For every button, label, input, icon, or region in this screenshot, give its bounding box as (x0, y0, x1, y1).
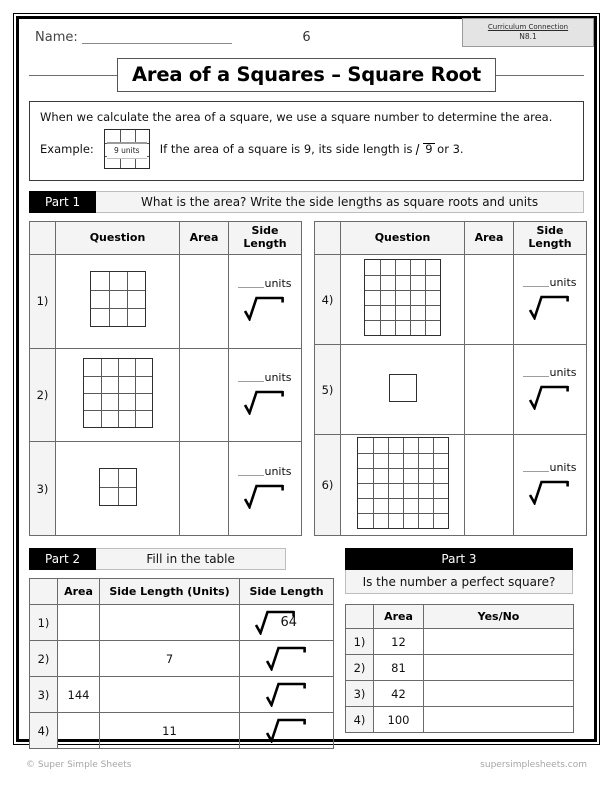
side-length-blank-line[interactable] (231, 277, 299, 290)
side-length-radical-cell[interactable] (240, 713, 334, 749)
question-figure-cell (341, 345, 465, 435)
row-index: 5) (315, 345, 341, 435)
question-figure-cell (56, 442, 180, 536)
area-value-cell: 100 (374, 707, 424, 733)
area-answer-cell[interactable] (180, 348, 229, 442)
side-length-answer-cell[interactable] (229, 442, 302, 536)
part3-body (346, 629, 574, 733)
table-row (30, 255, 302, 349)
table-row (30, 713, 334, 749)
square-grid-figure (99, 468, 137, 506)
part3-section (345, 538, 573, 733)
row-index: 1) (346, 629, 374, 655)
area-value-cell: 81 (374, 655, 424, 681)
square-root-icon (527, 292, 573, 320)
square-grid-figure (357, 437, 449, 529)
part1-tables (29, 221, 584, 536)
side-length-radical-cell[interactable] (240, 641, 334, 677)
table-row (346, 707, 574, 733)
side-length-blank-line[interactable] (516, 461, 584, 474)
side-length-answer-cell[interactable] (514, 255, 587, 345)
yes-no-answer-cell[interactable] (424, 681, 574, 707)
table-row (30, 348, 302, 442)
part1-description: What is the area? Write the side lengths as square roots and units (96, 191, 584, 213)
part2-body (30, 605, 334, 749)
part2-table (29, 578, 334, 749)
part1-table-left (29, 221, 302, 536)
row-index: 3) (30, 677, 58, 713)
example-sentence-after: or 3. (437, 142, 464, 156)
example-radicand: 9 (425, 142, 433, 156)
table-row (30, 442, 302, 536)
units-label: units (264, 464, 292, 478)
part2-description: Fill in the table (96, 548, 286, 570)
name-write-line[interactable] (82, 30, 232, 44)
answer-blank[interactable] (238, 277, 264, 288)
example-intro-text: When we calculate the area of a square, we use a square number to determine the area. (40, 110, 553, 124)
example-grid-figure (104, 129, 150, 169)
part1-right-body (315, 255, 587, 536)
row-index: 2) (30, 641, 58, 677)
answer-blank[interactable] (523, 461, 549, 472)
page-number: 6 (302, 29, 311, 45)
example-sentence-before: If the area of a square is 9, its side length is (159, 142, 413, 156)
row-index: 3) (346, 681, 374, 707)
square-root-symbol[interactable] (242, 293, 288, 321)
answer-blank[interactable] (238, 371, 264, 382)
answer-blank[interactable] (523, 366, 549, 377)
side-length-radical-cell[interactable] (240, 677, 334, 713)
square-root-symbol[interactable] (527, 292, 573, 320)
col-header-side-length: Side Length (229, 222, 302, 255)
col-header-index (30, 579, 58, 605)
question-figure-cell (341, 435, 465, 536)
question-figure-cell (56, 255, 180, 349)
side-length-answer-cell[interactable] (514, 345, 587, 435)
page-title-area (29, 55, 584, 95)
square-root-icon (264, 643, 310, 671)
col-header-area: Area (374, 605, 424, 629)
worksheet-header (29, 19, 584, 55)
col-header-question: Question (56, 222, 180, 255)
table-header-row (30, 222, 302, 255)
square-root-icon (527, 477, 573, 505)
square-root-icon (264, 679, 310, 707)
col-header-yesno: Yes/No (424, 605, 574, 629)
area-answer-cell[interactable] (180, 442, 229, 536)
col-header-area: Area (465, 222, 514, 255)
table-row (346, 629, 574, 655)
area-answer-cell[interactable] (180, 255, 229, 349)
square-root-symbol[interactable] (242, 481, 288, 509)
side-length-answer-cell[interactable] (229, 255, 302, 349)
side-length-radical-cell[interactable] (240, 605, 334, 641)
curriculum-connection-badge (462, 18, 594, 47)
table-header-row (315, 222, 587, 255)
side-length-answer-cell[interactable] (229, 348, 302, 442)
name-label: Name: (35, 29, 78, 45)
square-root-symbol[interactable] (527, 477, 573, 505)
square-grid-figure (364, 259, 441, 336)
row-index: 4) (346, 707, 374, 733)
side-length-units-cell[interactable]: 7 (100, 641, 240, 677)
yes-no-answer-cell[interactable] (424, 655, 574, 681)
question-figure-cell (341, 255, 465, 345)
part2-banner (29, 548, 297, 570)
side-length-blank-line[interactable] (231, 465, 299, 478)
units-label: units (549, 275, 577, 289)
table-header-row (346, 605, 574, 629)
side-length-blank-line[interactable] (516, 366, 584, 379)
example-grid-caption: 9 units (107, 142, 147, 159)
side-length-units-cell[interactable]: 11 (100, 713, 240, 749)
side-length-units-cell[interactable] (100, 605, 240, 641)
side-length-blank-line[interactable] (516, 276, 584, 289)
answer-blank[interactable] (523, 276, 549, 287)
footer-copyright: © Super Simple Sheets (26, 760, 132, 770)
square-root-symbol[interactable] (264, 679, 310, 707)
row-index: 6) (315, 435, 341, 536)
yes-no-answer-cell[interactable] (424, 629, 574, 655)
table-row (30, 677, 334, 713)
col-header-index (30, 222, 56, 255)
footer-website: supersimplesheets.com (480, 760, 587, 770)
col-header-side-length-units: Side Length (Units) (100, 579, 240, 605)
square-root-symbol[interactable] (264, 715, 310, 743)
example-box (29, 101, 584, 181)
part1-banner (29, 191, 584, 213)
part1-table-right (314, 221, 587, 536)
table-header-row (30, 579, 334, 605)
square-root-symbol[interactable] (253, 607, 321, 635)
example-row (40, 128, 573, 170)
part3-description: Is the number a perfect square? (345, 570, 573, 594)
units-label: units (549, 365, 577, 379)
worksheet-inner-frame (16, 16, 597, 742)
example-radical (416, 142, 433, 156)
units-label: units (264, 277, 292, 291)
bottom-section (29, 538, 584, 749)
area-answer-cell[interactable] (58, 605, 100, 641)
row-index: 3) (30, 442, 56, 536)
col-header-index (315, 222, 341, 255)
square-grid-figure (90, 271, 146, 327)
area-answer-cell[interactable]: 144 (58, 677, 100, 713)
row-index: 4) (30, 713, 58, 749)
units-label: units (549, 461, 577, 474)
units-label: units (264, 370, 292, 384)
row-index: 2) (30, 348, 56, 442)
area-answer-cell[interactable] (465, 435, 514, 536)
curriculum-connection-code: N8.1 (519, 32, 537, 42)
area-answer-cell[interactable] (465, 255, 514, 345)
col-header-index (346, 605, 374, 629)
example-label: Example: (40, 142, 94, 156)
col-header-area: Area (58, 579, 100, 605)
part3-tag: Part 3 (345, 548, 573, 570)
worksheet-page (13, 13, 600, 745)
square-grid-figure (389, 374, 417, 402)
side-length-units-cell[interactable] (100, 677, 240, 713)
square-root-icon (242, 293, 288, 321)
row-index: 2) (346, 655, 374, 681)
part1-left-body (30, 255, 302, 536)
col-header-question: Question (341, 222, 465, 255)
col-header-area: Area (180, 222, 229, 255)
yes-no-answer-cell[interactable] (424, 707, 574, 733)
part3-table (345, 604, 574, 733)
table-row (346, 681, 574, 707)
table-row (315, 345, 587, 435)
row-index: 4) (315, 255, 341, 345)
area-value-cell: 12 (374, 629, 424, 655)
square-root-symbol[interactable] (264, 643, 310, 671)
area-answer-cell[interactable] (58, 641, 100, 677)
col-header-side-length: Side Length (240, 579, 334, 605)
example-sentence (160, 142, 464, 156)
radicand-value: 64 (280, 615, 298, 630)
side-length-blank-line[interactable] (231, 371, 299, 384)
side-length-answer-cell[interactable] (514, 435, 587, 536)
area-value-cell: 42 (374, 681, 424, 707)
table-row (30, 641, 334, 677)
page-title: Area of a Squares – Square Root (117, 58, 496, 92)
table-row (346, 655, 574, 681)
square-root-icon (242, 481, 288, 509)
part1-tag: Part 1 (29, 191, 96, 213)
table-row (315, 435, 587, 536)
page-footer (26, 760, 587, 770)
part2-tag: Part 2 (29, 548, 96, 570)
col-header-side-length: Side Length (514, 222, 587, 255)
square-grid-figure (83, 358, 153, 428)
part2-section (29, 538, 333, 749)
answer-blank[interactable] (238, 465, 264, 476)
square-root-symbol[interactable] (242, 387, 288, 415)
table-row (30, 605, 334, 641)
area-answer-cell[interactable] (58, 713, 100, 749)
square-root-icon (242, 387, 288, 415)
row-index: 1) (30, 255, 56, 349)
square-root-symbol[interactable] (527, 382, 573, 410)
table-row (315, 255, 587, 345)
curriculum-connection-title: Curriculum Connection (487, 23, 569, 32)
area-answer-cell[interactable] (465, 345, 514, 435)
square-root-icon (264, 715, 310, 743)
row-index: 1) (30, 605, 58, 641)
question-figure-cell (56, 348, 180, 442)
square-root-icon (527, 382, 573, 410)
